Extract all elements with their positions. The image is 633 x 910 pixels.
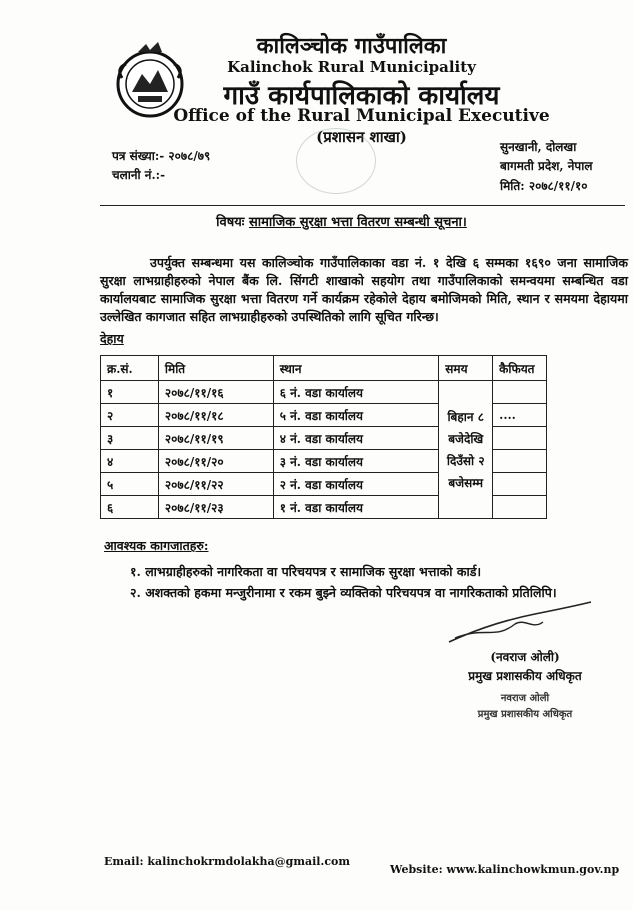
row-date: २०७८/११/२०	[158, 450, 273, 473]
row-sn: १	[101, 381, 159, 404]
row-place: ५ नं. वडा कार्यालय	[273, 404, 439, 427]
office-stamp	[296, 128, 376, 194]
documents-title: आवश्यक कागजातहरु:	[104, 538, 209, 553]
row-sn: ४	[101, 450, 159, 473]
row-date: २०७८/११/२२	[158, 473, 273, 496]
signature-icon	[445, 600, 595, 654]
row-place: १ नं. वडा कार्यालय	[273, 496, 439, 519]
stamp-name: नवराज ओली	[500, 693, 550, 704]
subject-prefix: विषयः	[216, 215, 245, 230]
address-line-2: बागमती प्रदेश, नेपाल	[500, 159, 593, 173]
col-header-place: स्थान	[273, 356, 439, 381]
branch-name: (प्रशासन शाखा)	[316, 128, 407, 146]
row-date: २०७८/११/१६	[158, 381, 273, 404]
document-item-1: १. लाभग्राहीहरुको नागरिकता वा परिचयपत्र र सामाजिक सुरक्षा भत्ताको कार्ड।	[130, 564, 482, 579]
row-remarks	[493, 450, 547, 473]
row-sn: ६	[101, 496, 159, 519]
municipality-name-np: कालिञ्चोक गाउँपालिका	[256, 33, 447, 59]
signatory-title: प्रमुख प्रशासकीय अधिकृत	[468, 669, 582, 683]
col-header-remarks: कैफियत	[493, 356, 547, 381]
office-name-np: गाउँ कार्यपालिकाको कार्यालय	[223, 81, 500, 111]
row-remarks	[493, 381, 547, 404]
letter-number: पत्र संख्या:- २०७८/७९	[112, 149, 211, 163]
row-remarks: ....	[493, 404, 547, 427]
row-date: २०७८/११/१८	[158, 404, 273, 427]
address-line-1: सुनखानी, दोलखा	[500, 140, 577, 154]
table-row	[101, 381, 547, 404]
schedule-title: देहाय	[100, 331, 124, 346]
table-header-row	[101, 356, 547, 381]
notice-body: उपर्युक्त सम्बन्धमा यस कालिञ्चोक गाउँपालिकाका वडा नं. १ देखि ६ सम्मका १६९० जना सामाजिक सुरक्षा लाभग्राहीहरुको नेपाल बैंक लि. सिंगटी शाखाको सहयोग तथा गाउँपालिकाको समन्वयमा सम्बन्धित वडा कार्यालयबाट सामाजिक सुरक्षा भत्ता वितरण गर्ने कार्यक्रम रहेकोले देहाय बमोजिमको मिति, स्थान र समयमा देहायमा उल्लेखित कागजात सहित लाभग्राहीहरुको उपस्थितिको लागि सूचित गरिन्छ।	[100, 255, 628, 324]
dispatch-number: चलानी नं.:-	[112, 168, 166, 182]
col-header-date: मिति	[158, 356, 273, 381]
signatory-name: (नवराज ओली)	[490, 650, 560, 664]
subject-text: सामाजिक सुरक्षा भत्ता वितरण सम्बन्धी सूचना।	[248, 215, 467, 230]
municipality-name-en: Kalinchok Rural Municipality	[227, 58, 476, 76]
col-header-time: समय	[439, 356, 493, 381]
footer-website: Website: www.kalinchowkmun.gov.np	[390, 863, 620, 876]
row-sn: ३	[101, 427, 159, 450]
office-name-en: Office of the Rural Municipal Executive	[173, 106, 550, 126]
row-place: २ नं. वडा कार्यालय	[273, 473, 439, 496]
footer-email: Email: kalinchokrmdolakha@gmail.com	[104, 855, 350, 868]
row-remarks	[493, 473, 547, 496]
stamp-title: प्रमुख प्रशासकीय अधिकृत	[477, 709, 573, 720]
row-remarks	[493, 496, 547, 519]
row-place: ६ नं. वडा कार्यालय	[273, 381, 439, 404]
row-date: २०७८/११/१९	[158, 427, 273, 450]
row-place: ४ नं. वडा कार्यालय	[273, 427, 439, 450]
row-sn: ५	[101, 473, 159, 496]
col-header-sn: क्र.सं.	[101, 356, 159, 381]
row-date: २०७८/११/२३	[158, 496, 273, 519]
schedule-table	[100, 355, 547, 519]
row-place: ३ नं. वडा कार्यालय	[273, 450, 439, 473]
header-divider	[100, 205, 625, 206]
document-item-2: २. अशक्तको हकमा मन्जुरीनामा र रकम बुझ्ने व्यक्तिको परिचयपत्र वा नागरिकताको प्रतिलिपि।	[130, 585, 557, 600]
row-remarks	[493, 427, 547, 450]
subject-line	[0, 212, 633, 230]
row-time: बिहान ८ बजेदेखि दिउँसो २ बजेसम्म	[439, 381, 493, 519]
row-sn: २	[101, 404, 159, 427]
letter-date: मिति: २०७८/११/१०	[500, 179, 588, 193]
